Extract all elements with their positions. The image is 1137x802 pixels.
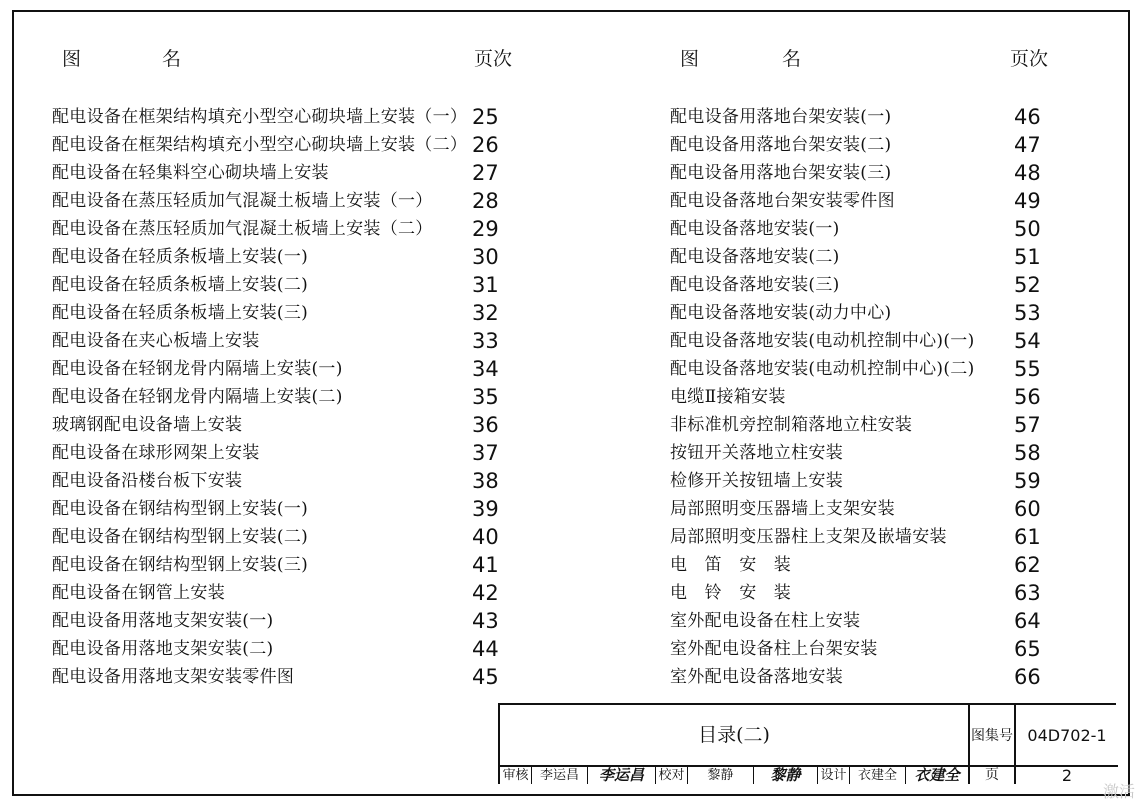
right-toc-row: [560, 523, 1137, 551]
right-toc-title: 配电设备落地安装(二): [670, 247, 840, 267]
right-toc-row: [560, 271, 1137, 299]
left-toc-row: [0, 663, 560, 691]
left-toc-page: 30: [472, 245, 499, 269]
right-toc-title: 配电设备落地安装(一): [670, 219, 840, 239]
left-toc-page: 41: [472, 553, 499, 577]
design-signature: 衣建全: [914, 766, 960, 784]
left-toc-title: 配电设备在框架结构填充小型空心砌块墙上安装（一）: [52, 107, 468, 127]
left-toc-page: 25: [472, 105, 499, 129]
design-label: 设计: [818, 767, 850, 784]
left-toc-row: [0, 411, 560, 439]
left-toc-page: 33: [472, 329, 499, 353]
title-block: [498, 703, 1116, 784]
right-toc-page: 64: [1014, 609, 1041, 633]
right-toc-title: 室外配电设备在柱上安装: [670, 611, 861, 631]
watermark: 激活: [1102, 782, 1135, 801]
right-toc-row: [560, 551, 1137, 579]
design-name: 衣建全: [850, 767, 906, 784]
check-label: 校对: [656, 767, 688, 784]
left-toc-page: 44: [472, 637, 499, 661]
review-label: 审核: [500, 767, 532, 784]
right-toc-title: 配电设备用落地台架安装(二): [670, 135, 892, 155]
left-toc-row: [0, 355, 560, 383]
right-toc-page: 61: [1014, 525, 1041, 549]
right-toc-title: 局部照明变压器柱上支架及嵌墙安装: [670, 527, 947, 547]
drawing-title: 目录(二): [500, 705, 970, 767]
left-toc-page: 43: [472, 609, 499, 633]
left-toc-row: [0, 607, 560, 635]
right-toc-title: 室外配电设备柱上台架安装: [670, 639, 878, 659]
right-toc-page: 50: [1014, 217, 1041, 241]
atlas-number-label: 图集号: [970, 705, 1016, 767]
right-header-name-2: 名: [782, 48, 802, 70]
right-header-page: 页次: [1010, 48, 1049, 70]
right-toc-title: 非标准机旁控制箱落地立柱安装: [670, 415, 913, 435]
left-toc-title: 配电设备在钢结构型钢上安装(二): [52, 527, 309, 547]
right-toc-page: 46: [1014, 105, 1041, 129]
left-toc-page: 40: [472, 525, 499, 549]
right-toc-title: 电 铃 安 装: [670, 583, 792, 603]
right-toc-page: 59: [1014, 469, 1041, 493]
left-toc-title: 配电设备在轻钢龙骨内隔墙上安装(一): [52, 359, 343, 379]
right-toc-page: 65: [1014, 637, 1041, 661]
right-toc-row: [560, 159, 1137, 187]
left-toc-title: 配电设备在轻质条板墙上安装(二): [52, 275, 309, 295]
right-toc-row: [560, 243, 1137, 271]
right-toc-row: [560, 131, 1137, 159]
right-toc-page: 66: [1014, 665, 1041, 689]
left-toc-page: 42: [472, 581, 499, 605]
left-toc-row: [0, 551, 560, 579]
right-toc-title: 电缆Ⅱ接箱安装: [670, 387, 786, 407]
right-header-name-1: 图: [680, 48, 700, 70]
left-toc-page: 31: [472, 273, 499, 297]
right-toc-title: 检修开关按钮墙上安装: [670, 471, 843, 491]
right-toc-page: 62: [1014, 553, 1041, 577]
right-toc-row: [560, 215, 1137, 243]
right-toc-row: [560, 187, 1137, 215]
left-header-name-2: 名: [162, 48, 182, 70]
left-toc-title: 配电设备在夹心板墙上安装: [52, 331, 260, 351]
right-toc-page: 47: [1014, 133, 1041, 157]
left-toc-title: 玻璃钢配电设备墙上安装: [52, 415, 243, 435]
left-toc-row: [0, 327, 560, 355]
right-toc-page: 56: [1014, 385, 1041, 409]
right-toc-page: 52: [1014, 273, 1041, 297]
right-toc-title: 配电设备落地台架安装零件图: [670, 191, 895, 211]
left-toc-row: [0, 131, 560, 159]
left-toc-title: 配电设备在轻集料空心砌块墙上安装: [52, 163, 329, 183]
left-toc-row: [0, 635, 560, 663]
right-toc-title: 按钮开关落地立柱安装: [670, 443, 843, 463]
right-toc-title: 配电设备落地安装(三): [670, 275, 840, 295]
check-signature: 黎静: [754, 767, 818, 784]
right-toc-title: 配电设备落地安装(电动机控制中心)(二): [670, 359, 975, 379]
review-signature: 李运昌: [588, 767, 656, 784]
left-toc-page: 28: [472, 189, 499, 213]
left-toc-title: 配电设备在球形网架上安装: [52, 443, 260, 463]
left-toc-title: 配电设备在钢结构型钢上安装(一): [52, 499, 309, 519]
right-toc-title: 局部照明变压器墙上支架安装: [670, 499, 895, 519]
left-toc-title: 配电设备在钢管上安装: [52, 583, 225, 603]
right-toc-row: [560, 411, 1137, 439]
right-toc-page: 60: [1014, 497, 1041, 521]
page-label: 页: [970, 767, 1016, 784]
left-toc-title: 配电设备在轻质条板墙上安装(三): [52, 303, 309, 323]
left-toc-row: [0, 299, 560, 327]
right-toc-row: [560, 635, 1137, 663]
left-toc-row: [0, 439, 560, 467]
left-toc-page: 36: [472, 413, 499, 437]
review-name: 李运昌: [532, 767, 588, 784]
left-toc-title: 配电设备用落地支架安装零件图: [52, 667, 295, 687]
right-toc-title: 配电设备用落地台架安装(三): [670, 163, 892, 183]
left-toc-page: 39: [472, 497, 499, 521]
right-toc-row: [560, 663, 1137, 691]
right-toc-row: [560, 103, 1137, 131]
left-toc-page: 27: [472, 161, 499, 185]
right-toc-row: [560, 495, 1137, 523]
left-toc-title: 配电设备沿楼台板下安装: [52, 471, 243, 491]
left-toc-title: 配电设备在框架结构填充小型空心砌块墙上安装（二）: [52, 135, 468, 155]
right-toc-page: 58: [1014, 441, 1041, 465]
left-toc-row: [0, 383, 560, 411]
left-toc-row: [0, 271, 560, 299]
left-toc-title: 配电设备在钢结构型钢上安装(三): [52, 555, 309, 575]
check-name: 黎静: [688, 767, 754, 784]
left-header-name-1: 图: [62, 48, 82, 70]
left-toc-row: [0, 243, 560, 271]
left-toc-title: 配电设备在蒸压轻质加气混凝土板墙上安装（二）: [52, 219, 433, 239]
left-toc-page: 35: [472, 385, 499, 409]
left-toc-row: [0, 495, 560, 523]
left-toc-page: 45: [472, 665, 499, 689]
left-toc-row: [0, 187, 560, 215]
left-toc-row: [0, 215, 560, 243]
page-number: 2: [1061, 766, 1073, 785]
right-toc-row: [560, 327, 1137, 355]
right-toc-title: 配电设备用落地台架安装(一): [670, 107, 892, 127]
left-toc-page: 26: [472, 133, 499, 157]
left-toc-row: [0, 159, 560, 187]
right-toc-row: [560, 607, 1137, 635]
left-toc-page: 37: [472, 441, 499, 465]
right-toc-page: 48: [1014, 161, 1041, 185]
left-toc-row: [0, 467, 560, 495]
left-toc-title: 配电设备在轻钢龙骨内隔墙上安装(二): [52, 387, 343, 407]
right-toc-page: 55: [1014, 357, 1041, 381]
right-toc-page: 49: [1014, 189, 1041, 213]
right-toc-row: [560, 467, 1137, 495]
right-toc-page: 53: [1014, 301, 1041, 325]
left-toc-title: 配电设备在轻质条板墙上安装(一): [52, 247, 309, 267]
right-toc-page: 51: [1014, 245, 1041, 269]
right-toc-row: [560, 383, 1137, 411]
right-toc-row: [560, 439, 1137, 467]
left-toc-row: [0, 523, 560, 551]
right-toc-title: 配电设备落地安装(电动机控制中心)(一): [670, 331, 975, 351]
right-toc-page: 57: [1014, 413, 1041, 437]
right-toc-row: [560, 579, 1137, 607]
left-toc-row: [0, 103, 560, 131]
right-toc-row: [560, 299, 1137, 327]
left-toc-title: 配电设备在蒸压轻质加气混凝土板墙上安装（一）: [52, 191, 433, 211]
left-toc-title: 配电设备用落地支架安装(二): [52, 639, 274, 659]
right-toc-page: 54: [1014, 329, 1041, 353]
right-toc-page: 63: [1014, 581, 1041, 605]
left-toc-page: 38: [472, 469, 499, 493]
left-toc-page: 32: [472, 301, 499, 325]
signature-row: [500, 767, 970, 784]
left-toc-title: 配电设备用落地支架安装(一): [52, 611, 274, 631]
right-toc-row: [560, 355, 1137, 383]
right-toc-title: 室外配电设备落地安装: [670, 667, 843, 687]
atlas-number: 04D702-1: [1016, 705, 1118, 767]
left-toc-row: [0, 579, 560, 607]
left-toc-page: 34: [472, 357, 499, 381]
left-toc-page: 29: [472, 217, 499, 241]
right-toc-title: 电 笛 安 装: [670, 555, 792, 575]
right-toc-title: 配电设备落地安装(动力中心): [670, 303, 892, 323]
left-header-page: 页次: [474, 48, 513, 70]
